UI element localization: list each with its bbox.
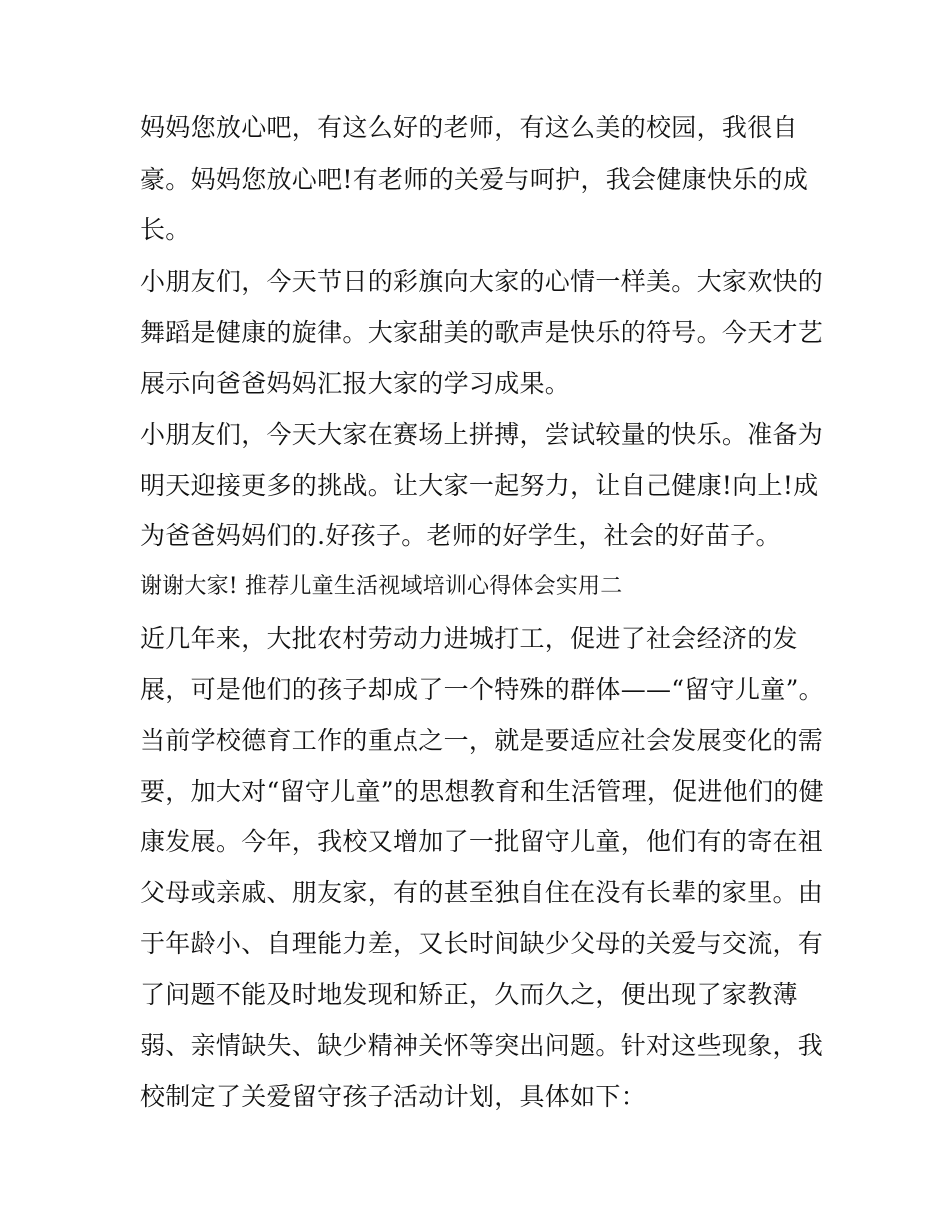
text-line: 展示向爸爸妈妈汇报大家的学习成果。 xyxy=(140,369,571,398)
text-line: 了问题不能及时地发现和矫正，久而久之，便出现了家教薄 xyxy=(140,980,798,1009)
text-line: 近几年来，大批农村劳动力进城打工，促进了社会经济的发 xyxy=(140,624,798,653)
text-line: 康发展。今年，我校又增加了一批留守儿童，他们有的寄在祖 xyxy=(140,827,824,856)
text-line: 明天迎接更多的挑战。让大家一起努力，让自己健康!向上!成 xyxy=(140,471,819,500)
text-line: 父母或亲戚、朋友家，有的甚至独自住在没有长辈的家里。由 xyxy=(140,878,824,907)
text-line: 校制定了关爱留守孩子活动计划，具体如下： xyxy=(140,1082,647,1111)
text-line: 小朋友们，今天节日的彩旗向大家的心情一样美。大家欢快的 xyxy=(140,267,824,296)
text-line: 豪。妈妈您放心吧!有老师的关爱与呵护，我会健康快乐的成 xyxy=(140,165,809,194)
text-line: 当前学校德育工作的重点之一，就是要适应社会发展变化的需 xyxy=(140,726,824,755)
text-line: 舞蹈是健康的旋律。大家甜美的歌声是快乐的符号。今天才艺 xyxy=(140,318,824,347)
section-heading-line: 谢谢大家! 推荐儿童生活视域培训心得体会实用二 xyxy=(140,574,623,599)
text-line: 展，可是他们的孩子却成了一个特殊的群体——“留守儿童”。 xyxy=(140,675,824,704)
text-line: 小朋友们，今天大家在赛场上拼搏，尝试较量的快乐。准备为 xyxy=(140,420,824,449)
text-line: 要，加大对“留守儿童”的思想教育和生活管理，促进他们的健 xyxy=(140,777,824,806)
text-line: 妈妈您放心吧，有这么好的老师，有这么美的校园，我很自 xyxy=(140,113,798,142)
text-line: 于年龄小、自理能力差，又长时间缺少父母的关爱与交流，有 xyxy=(140,929,824,958)
text-line: 为爸爸妈妈们的.好孩子。老师的好学生，社会的好苗子。 xyxy=(140,521,781,550)
text-line: 弱、亲情缺失、缺少精神关怀等突出问题。针对这些现象，我 xyxy=(140,1031,824,1060)
text-line: 长。 xyxy=(140,215,191,244)
